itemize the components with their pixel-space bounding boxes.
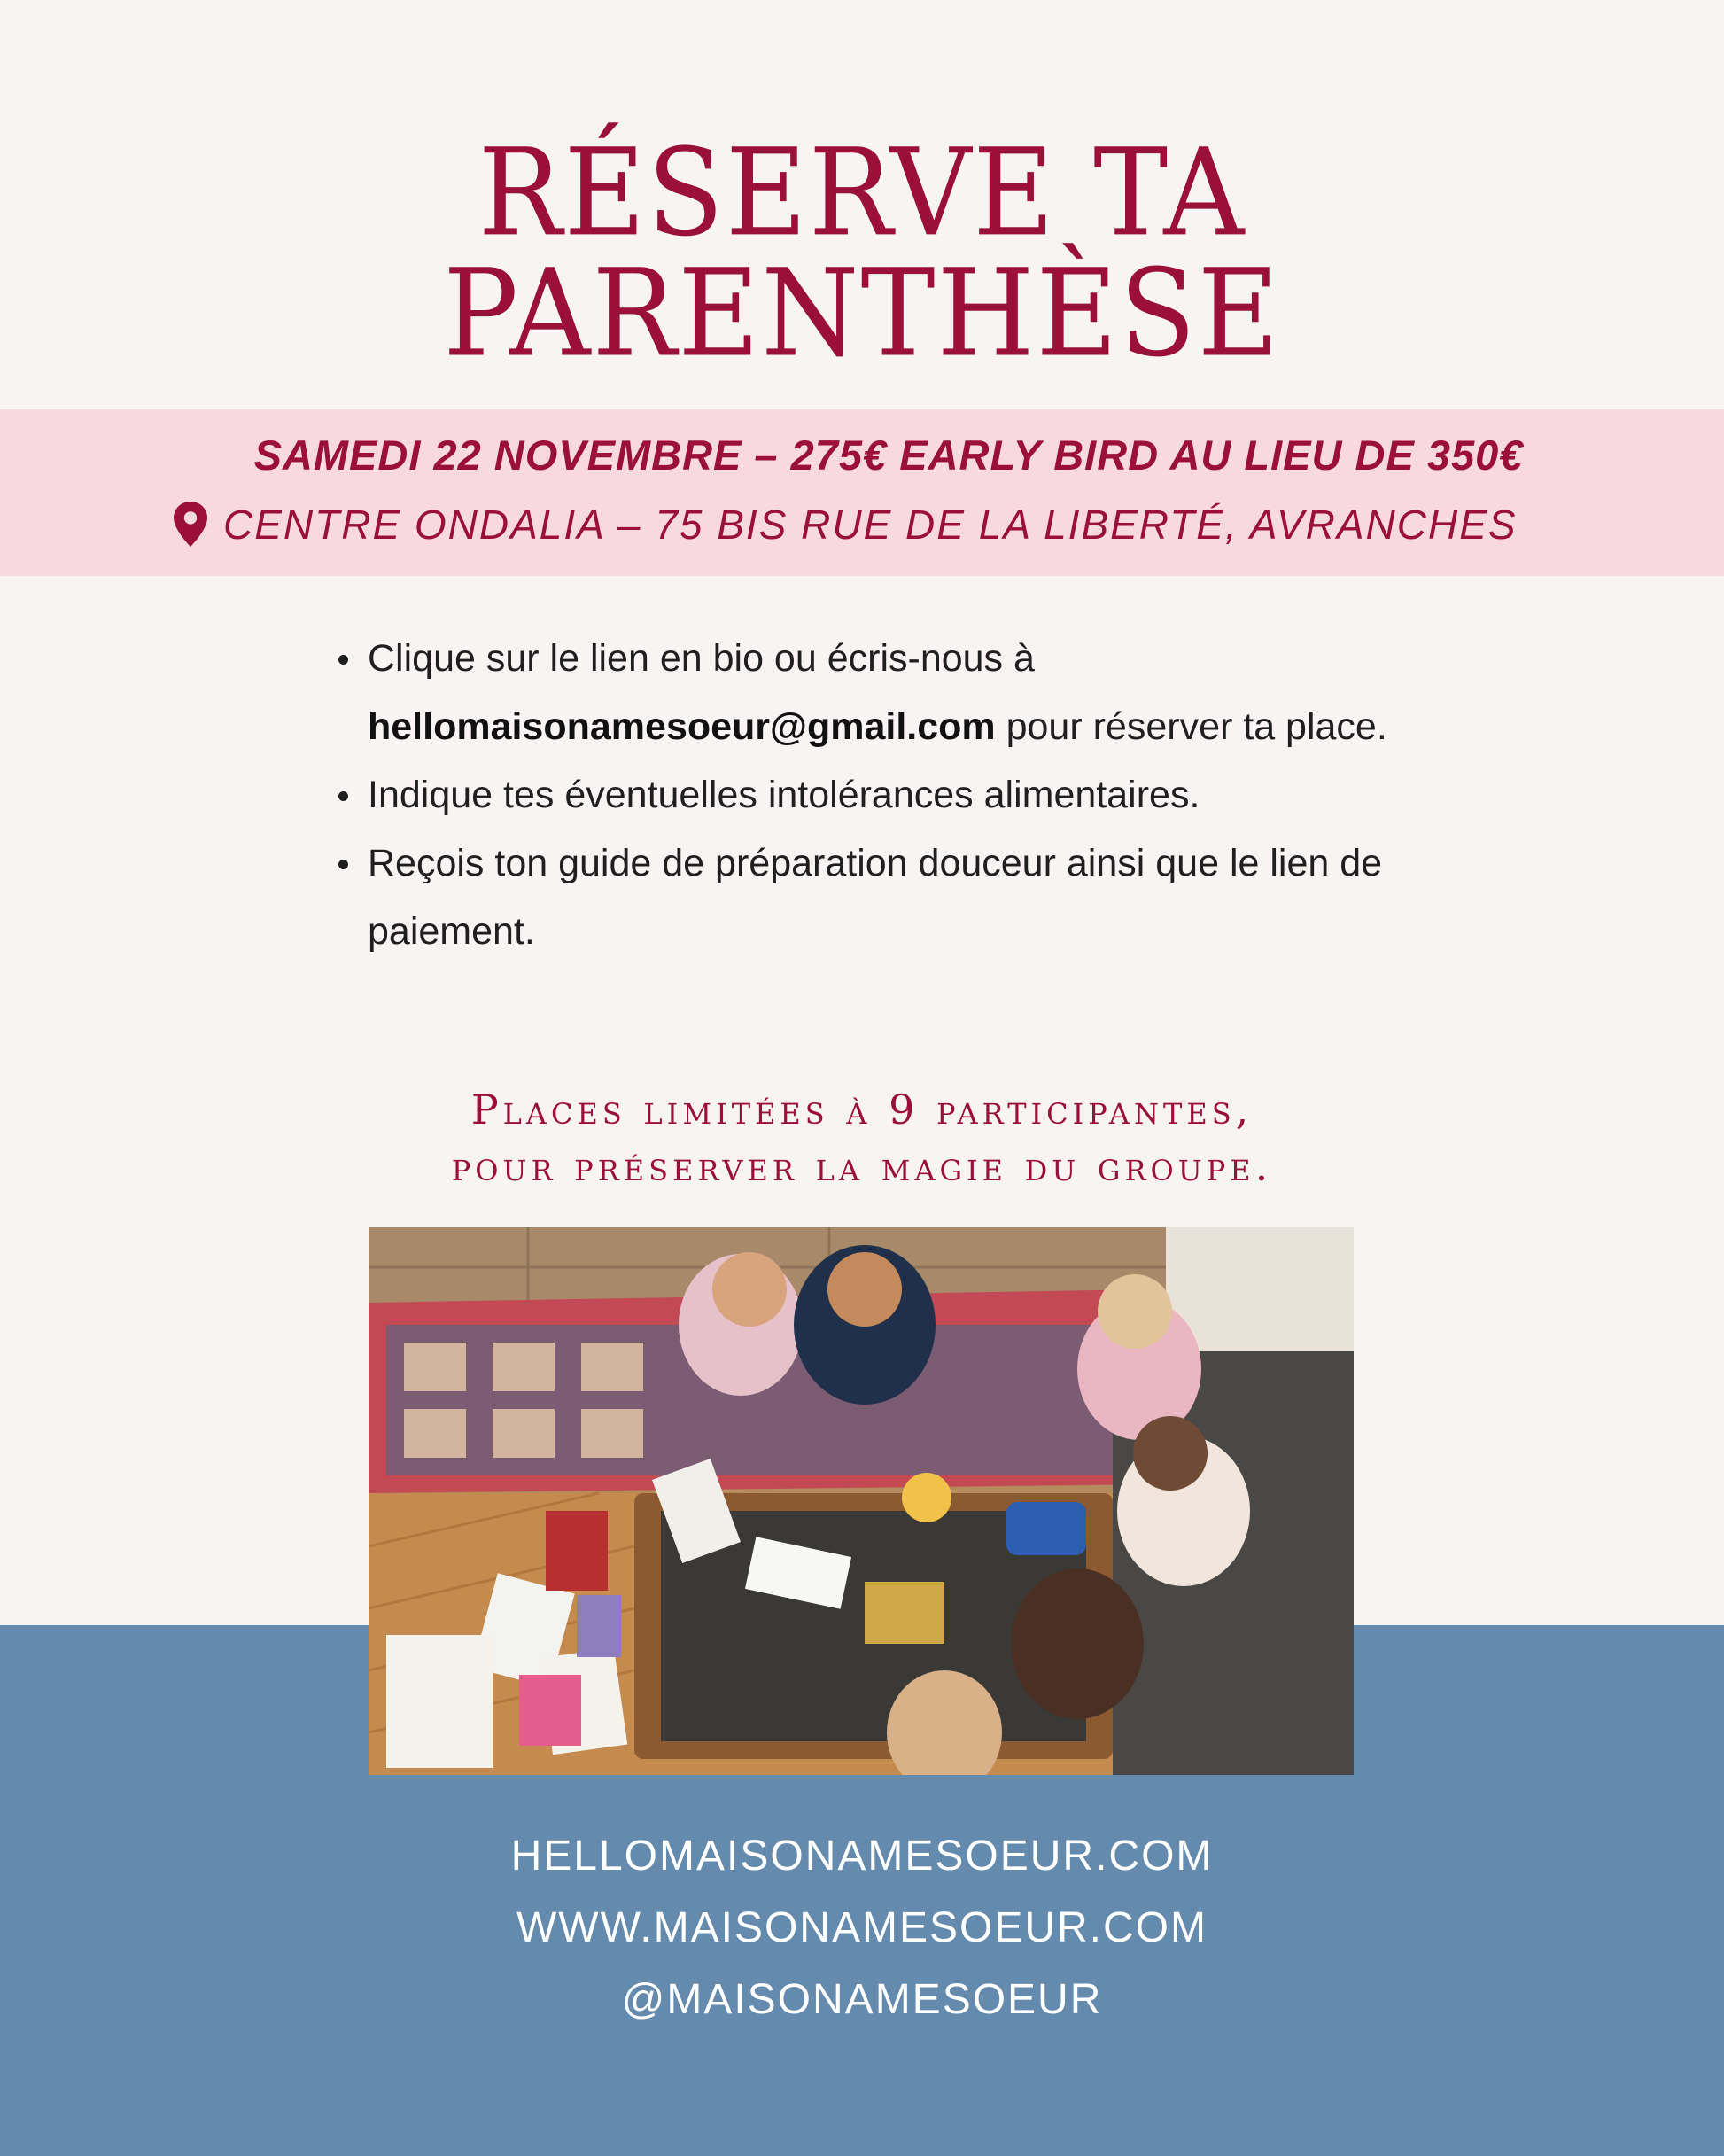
title-line-1: RÉSERVE TA (478, 122, 1246, 263)
location-text: CENTRE ONDALIA – 75 BIS RUE DE LA LIBERTÉ, AVRANCHES (223, 502, 1518, 548)
event-date-price: SAMEDI 22 NOVEMBRE – 275€ EARLY BIRD AU LIEU DE 350€ (253, 432, 1524, 479)
workshop-photo (369, 1227, 1354, 1775)
event-location (168, 498, 1518, 551)
title-line-2: PARENTHÈSE (443, 243, 1281, 384)
map-pin-icon (168, 500, 213, 549)
step-1-text-b: pour réserver ta place. (995, 705, 1387, 748)
places-line-1: Places limitées à 9 participantes, (470, 1086, 1254, 1133)
page-title (0, 122, 1724, 384)
places-line-2: pour préserver la magie du groupe. (451, 1142, 1273, 1190)
instagram-handle[interactable]: @MAISONAMESOEUR (621, 1976, 1103, 2023)
workshop-photo-illustration (369, 1227, 1354, 1775)
places-limited-text (0, 1081, 1724, 1195)
list-item (368, 625, 1484, 761)
email-address[interactable]: HELLOMAISONAMESOEUR.COM (510, 1833, 1214, 1880)
list-item: Reçois ton guide de préparation douceur ainsi que le lien de paiement. (368, 829, 1484, 966)
email-link[interactable]: hellomaisonamesoeur@gmail.com (368, 705, 996, 748)
contact-info (0, 1820, 1724, 2035)
website-link[interactable]: WWW.MAISONAMESOEUR.COM (516, 1904, 1208, 1951)
booking-steps-list (328, 625, 1484, 966)
step-1-text-a: Clique sur le lien en bio ou écris-nous à (368, 637, 1035, 680)
list-item: Indique tes éventuelles intolérances alimentaires. (368, 761, 1484, 829)
